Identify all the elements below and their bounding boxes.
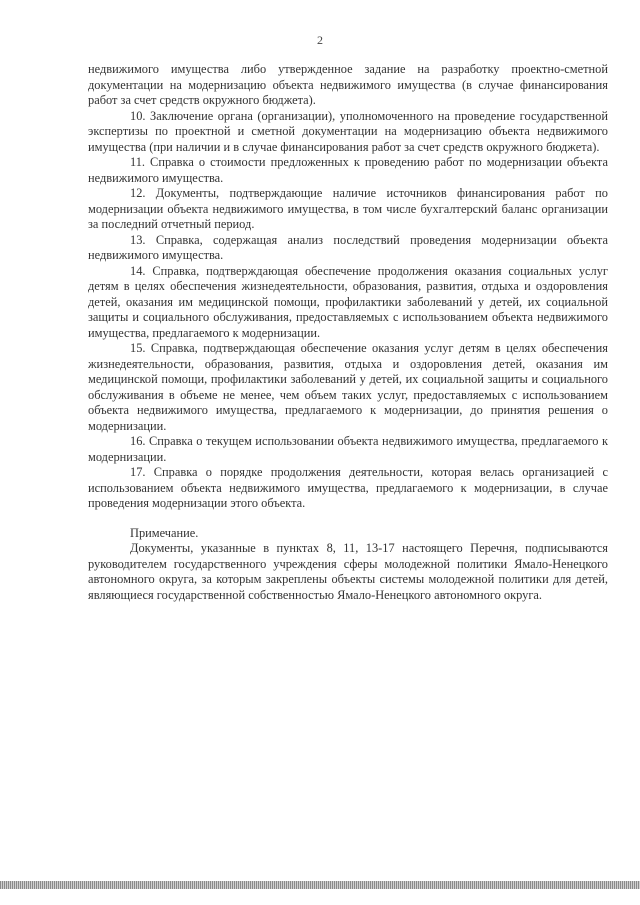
paragraph-continuation: недвижимого имущества либо утвержденное задание на разработку проектно-сметной документации на модернизацию объекта недвижимого имущества (в случае финансирования работ за счет средств окружного бюджета). — [88, 62, 608, 107]
scan-edge-strip — [0, 881, 640, 889]
document-body — [88, 62, 608, 603]
note-text: Документы, указанные в пунктах 8, 11, 13-17 настоящего Перечня, подписываются руководителем государственного учреждения сферы молодежной политики Ямало-Ненецкого автономного округа, за которым закреплены объекты системы молодежной политики для детей, являющиеся государственной собственностью Ямало-Ненецкого автономного округа. — [88, 541, 608, 602]
page-number: 2 — [317, 33, 323, 47]
note-heading: Примечание. — [130, 525, 199, 540]
paragraph-item-12: 12. Документы, подтверждающие наличие источников финансирования работ по модернизации объекта недвижимого имущества, в том числе бухгалтерский баланс организации за последний отчетный период. — [88, 186, 608, 231]
paragraph-item-10: 10. Заключение органа (организации), уполномоченного на проведение государственной экспертизы по проектной и сметной документации на модернизацию объекта недвижимого имущества (при наличии и в случае финансирования работ за счет средств окружного бюджета). — [88, 108, 608, 154]
paragraph-item-15: 15. Справка, подтверждающая обеспечение оказания услуг детям в целях обеспечения жизнедеятельности, образования, развития, отдыха и оздоровления детей, оказания им медицинской помощи, профилактики заболеваний у детей, их социальной защиты и социального обслуживания в объеме не менее, чем объем таких услуг, предоставляемых с использованием объекта недвижимого имущества, предлагаемого к модернизации, до принятия решения о модернизации. — [88, 341, 608, 433]
paragraph-item-11: 11. Справка о стоимости предложенных к проведению работ по модернизации объекта недвижимого имущества. — [88, 155, 608, 185]
paragraph-item-16: 16. Справка о текущем использовании объекта недвижимого имущества, предлагаемого к модернизации. — [88, 434, 608, 464]
paragraph-item-14: 14. Справка, подтверждающая обеспечение продолжения оказания социальных услуг детям в целях обеспечения жизнедеятельности, образования, развития, отдыха и оздоровления детей, оказания им медицинской помощи, профилактики заболеваний у детей, их социальной защиты и социального обслуживания, предоставляемых с использованием объекта недвижимого имущества, предлагаемого к модернизации. — [88, 263, 608, 340]
paragraph-item-17: 17. Справка о порядке продолжения деятельности, которая велась организацией с использованием объекта недвижимого имущества, предлагаемого к модернизации, в случае проведения модернизации этого объекта. — [88, 465, 608, 510]
paragraph-item-13: 13. Справка, содержащая анализ последствий проведения модернизации объекта недвижимого имущества. — [88, 232, 608, 262]
